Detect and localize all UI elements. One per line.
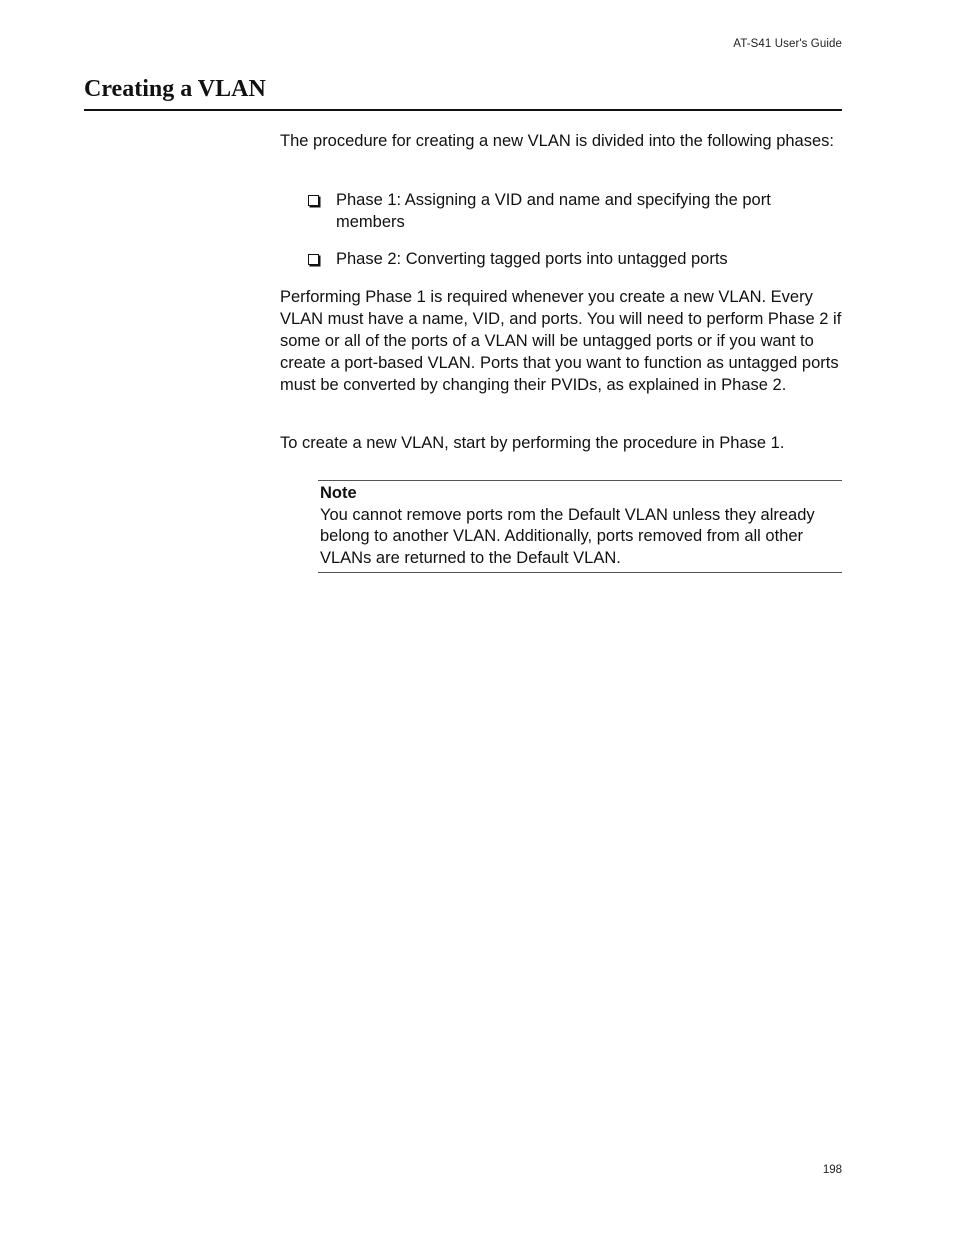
- note-label: Note: [320, 484, 357, 502]
- phase-2-text: Phase 2: Converting tagged ports into untagged ports: [336, 250, 728, 268]
- checkbox-bullet-icon: [308, 254, 319, 265]
- page-number: 198: [822, 1164, 842, 1176]
- phase-1-text: Phase 1: Assigning a VID and name and specifying the port members: [336, 191, 771, 231]
- list-item: [306, 248, 806, 270]
- section-title: Creating a VLAN: [84, 76, 266, 102]
- note-box: [318, 480, 842, 573]
- phase-list-item-2: [306, 248, 806, 270]
- phase-requirements-paragraph: Performing Phase 1 is required whenever you create a new VLAN. Every VLAN must have a name, VID, and ports. You will need to perform Phase 2 if some or all of the ports of a VLAN will be untagged ports or if you want to create a port-based VLAN. Ports that you want to function as untagged ports must be converted by changing their PVIDs, as explained in Phase 2.: [280, 288, 842, 394]
- phase-list-item-1: [306, 189, 806, 233]
- start-instruction-paragraph: To create a new VLAN, start by performing the procedure in Phase 1.: [280, 434, 785, 452]
- running-header: AT-S41 User's Guide: [733, 38, 842, 50]
- intro-paragraph: The procedure for creating a new VLAN is divided into the following phases:: [280, 132, 834, 150]
- title-rule: [84, 109, 842, 111]
- note-text: You cannot remove ports rom the Default VLAN unless they already belong to another VLAN. Additionally, ports removed from all other VLANs are returned to the Default VLAN.: [320, 505, 815, 567]
- checkbox-bullet-icon: [308, 195, 319, 206]
- list-item: [306, 189, 806, 233]
